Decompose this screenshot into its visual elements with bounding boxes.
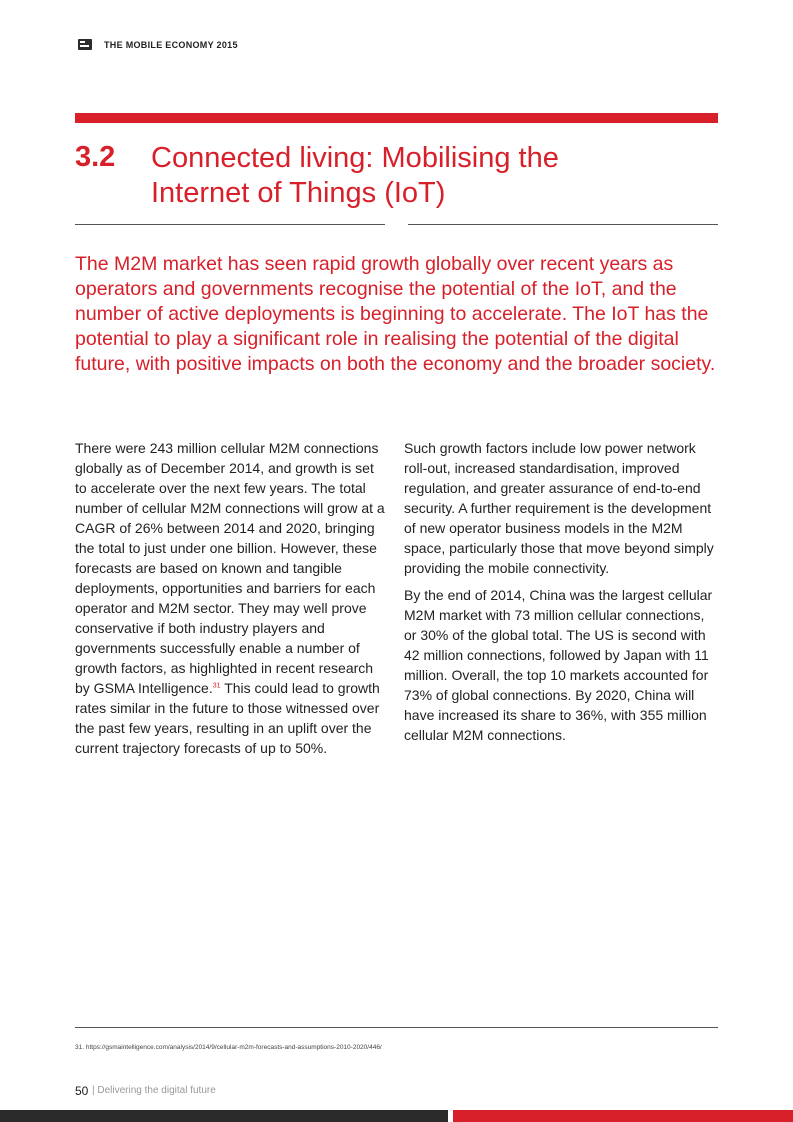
section-number: 3.2 [75, 141, 116, 173]
title-divider-right [408, 224, 718, 225]
body-column-left [75, 438, 385, 765]
body-paragraph: By the end of 2014, China was the largest cellular M2M market with 73 million cellular connections, or 30% of the global total. The US is second with 42 million connections, followed by Japan with 11 million. Overall, the top 10 markets accounted for 73% of global connections. By 2020, China will have increased its share to 36%, with 355 million cellular M2M connections. [404, 587, 713, 743]
gsma-logo-icon [78, 39, 92, 50]
intro-paragraph: The M2M market has seen rapid growth globally over recent years as operators and governments recognise the potential of the IoT, and the number of active deployments is beginning to accelerate. The IoT has the potential to play a significant role in realising the potential of the digital future, with positive impacts on both the economy and the broader society. [75, 253, 716, 375]
section-title-line-1: Connected living: Mobilising the [151, 142, 559, 174]
footnote-divider [75, 1027, 718, 1028]
body-text: There were 243 million cellular M2M connections globally as of December 2014, and growth is set to accelerate over the next few years. The total number of cellular M2M connections will grow at a CAGR of 26% between 2014 and 2020, bringing the total to just under one billion. However, these forecasts are based on known and tangible deployments, opportunities and barriers for each operator and M2M sector. They may well prove conservative if both industry players and governments successfully enable a number of growth factors, as highlighted in recent research by GSMA Intelligence. [75, 440, 385, 696]
footnote-reference[interactable]: 31 [212, 682, 221, 690]
body-text: This could lead to growth rates similar in the future to those witnessed over the past few years, resulting in an uplift over the current trajectory forecasts of up to 50%. [75, 680, 380, 756]
title-divider-left [75, 224, 385, 225]
body-column-right [404, 438, 714, 752]
page-number: 50 [75, 1084, 89, 1098]
footnote-text: 31. https://gsmaintelligence.com/analysis/2014/9/cellular-m2m-forecasts-and-assumptions-2010-2020/446/ [75, 1044, 382, 1051]
footer-section-label: | Delivering the digital future [92, 1085, 216, 1096]
footer-bar-dark [0, 1110, 448, 1122]
running-title: THE MOBILE ECONOMY 2015 [104, 40, 238, 50]
section-header-bar [75, 113, 718, 123]
footer-bar-red [453, 1110, 793, 1122]
section-title [151, 141, 671, 211]
body-paragraph [75, 438, 385, 758]
body-paragraph: Such growth factors include low power network roll-out, increased standardisation, improved regulation, and greater assurance of end-to-end security. A further requirement is the development of new operator business models in the M2M space, particularly those that move beyond simply providing the mobile connectivity. [404, 440, 714, 576]
section-title-line-2: Internet of Things (IoT) [151, 177, 446, 209]
